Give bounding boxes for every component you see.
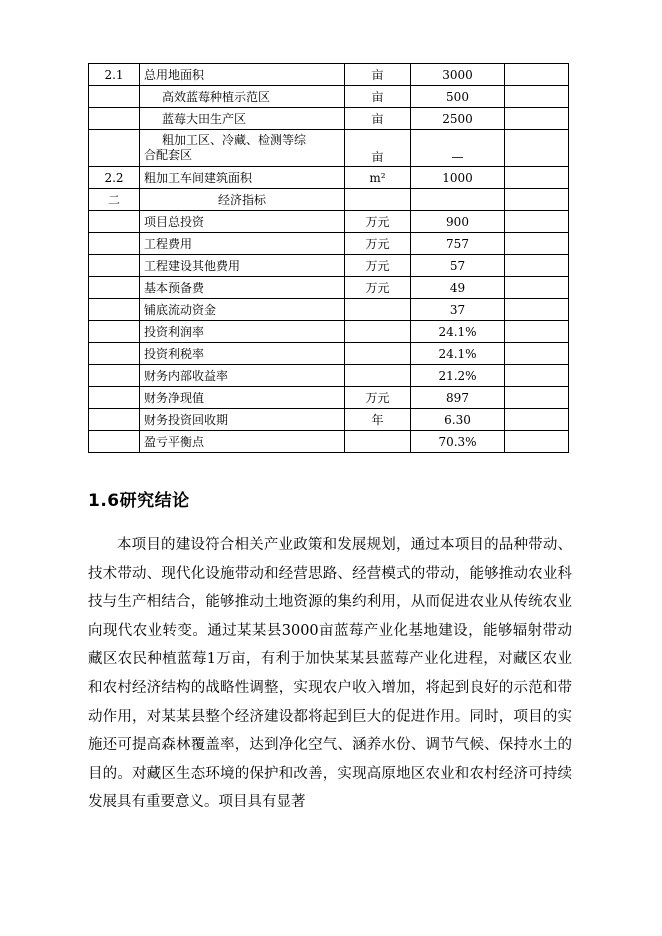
row-note	[505, 365, 569, 387]
table-row	[89, 431, 569, 453]
row-value: 2500	[411, 108, 505, 130]
row-value: 757	[411, 233, 505, 255]
table-row	[89, 108, 569, 130]
row-number	[89, 277, 140, 299]
row-unit: 万元	[345, 387, 411, 409]
row-unit: 万元	[345, 255, 411, 277]
row-number	[89, 321, 140, 343]
row-name: 项目总投资	[140, 211, 345, 233]
table-row	[89, 130, 569, 167]
table-row	[89, 86, 569, 108]
row-unit	[345, 189, 411, 211]
row-unit: 亩	[345, 130, 411, 167]
table-row	[89, 343, 569, 365]
row-unit: m²	[345, 167, 411, 189]
row-name: 投资利润率	[140, 321, 345, 343]
row-note	[505, 321, 569, 343]
row-name: 投资利税率	[140, 343, 345, 365]
table-row	[89, 299, 569, 321]
row-note	[505, 64, 569, 86]
row-value: 24.1%	[411, 343, 505, 365]
row-name: 高效蓝莓种植示范区	[140, 86, 345, 108]
row-value: 3000	[411, 64, 505, 86]
row-name: 盈亏平衡点	[140, 431, 345, 453]
table-row	[89, 211, 569, 233]
row-number	[89, 255, 140, 277]
row-unit: 万元	[345, 277, 411, 299]
indicator-table	[88, 63, 569, 453]
row-note	[505, 167, 569, 189]
row-note	[505, 211, 569, 233]
row-number	[89, 299, 140, 321]
row-value: 6.30	[411, 409, 505, 431]
row-number: 2.2	[89, 167, 140, 189]
row-value: 37	[411, 299, 505, 321]
row-name: 总用地面积	[140, 64, 345, 86]
row-unit: 万元	[345, 233, 411, 255]
row-value: —	[411, 130, 505, 167]
row-value	[411, 189, 505, 211]
row-unit	[345, 343, 411, 365]
row-note	[505, 108, 569, 130]
row-name: 经济指标	[140, 189, 345, 211]
row-value: 70.3%	[411, 431, 505, 453]
table-row	[89, 167, 569, 189]
row-note	[505, 189, 569, 211]
row-unit: 亩	[345, 64, 411, 86]
row-unit: 亩	[345, 108, 411, 130]
row-unit	[345, 299, 411, 321]
section-heading: 1.6研究结论	[88, 491, 190, 511]
table-row	[89, 277, 569, 299]
row-number	[89, 387, 140, 409]
row-number	[89, 108, 140, 130]
row-number	[89, 365, 140, 387]
row-number	[89, 343, 140, 365]
row-value: 24.1%	[411, 321, 505, 343]
row-name: 工程费用	[140, 233, 345, 255]
row-note	[505, 255, 569, 277]
row-name	[140, 130, 345, 167]
row-name: 铺底流动资金	[140, 299, 345, 321]
row-unit: 万元	[345, 211, 411, 233]
row-number	[89, 130, 140, 167]
row-value: 21.2%	[411, 365, 505, 387]
row-number	[89, 86, 140, 108]
table-row	[89, 233, 569, 255]
row-number	[89, 409, 140, 431]
row-number	[89, 431, 140, 453]
row-number: 2.1	[89, 64, 140, 86]
row-note	[505, 233, 569, 255]
row-name-line-2: 合配套区	[144, 148, 193, 162]
row-number: 二	[89, 189, 140, 211]
row-number	[89, 233, 140, 255]
row-note	[505, 431, 569, 453]
table-row	[89, 64, 569, 86]
table-row	[89, 321, 569, 343]
table-row	[89, 255, 569, 277]
table-row	[89, 189, 569, 211]
row-name: 工程建设其他费用	[140, 255, 345, 277]
table-row	[89, 409, 569, 431]
table-row	[89, 387, 569, 409]
row-unit	[345, 365, 411, 387]
row-unit	[345, 321, 411, 343]
row-value: 57	[411, 255, 505, 277]
row-value: 1000	[411, 167, 505, 189]
row-note	[505, 387, 569, 409]
row-value: 500	[411, 86, 505, 108]
row-unit	[345, 431, 411, 453]
row-note	[505, 86, 569, 108]
row-name: 粗加工车间建筑面积	[140, 167, 345, 189]
row-note	[505, 409, 569, 431]
row-note	[505, 299, 569, 321]
row-name: 财务内部收益率	[140, 365, 345, 387]
row-unit: 年	[345, 409, 411, 431]
row-name: 基本预备费	[140, 277, 345, 299]
row-note	[505, 343, 569, 365]
row-name: 蓝莓大田生产区	[140, 108, 345, 130]
row-value: 897	[411, 387, 505, 409]
row-number	[89, 211, 140, 233]
row-name-line-1: 粗加工区、冷藏、检测等综	[162, 133, 307, 147]
body-paragraph: 本项目的建设符合相关产业政策和发展规划，通过本项目的品种带动、技术带动、现代化设施带动和经营思路、经营模式的带动，能够推动农业科技与生产相结合，能够推动土地资源的集约利用，从而促进农业从传统农业向现代农业转变。通过某某县3000亩蓝莓产业化基地建设，能够辐射带动藏区农民种植蓝莓1万亩，有利于加快某某县蓝莓产业化进程，对藏区农业和农村经济结构的战略性调整，实现农户收入增加，将起到良好的示范和带动作用，对某某县整个经济建设都将起到巨大的促进作用。同时，项目的实施还可提高森林覆盖率，达到净化空气、涵养水份、调节气候、保持水土的目的。对藏区生态环境的保护和改善，实现高原地区农业和农村经济可持续发展具有重要意义。项目具有显著	[88, 537, 572, 811]
row-unit: 亩	[345, 86, 411, 108]
row-name: 财务投资回收期	[140, 409, 345, 431]
row-name: 财务净现值	[140, 387, 345, 409]
row-value: 49	[411, 277, 505, 299]
row-note	[505, 277, 569, 299]
row-value: 900	[411, 211, 505, 233]
table-row	[89, 365, 569, 387]
row-note	[505, 130, 569, 167]
